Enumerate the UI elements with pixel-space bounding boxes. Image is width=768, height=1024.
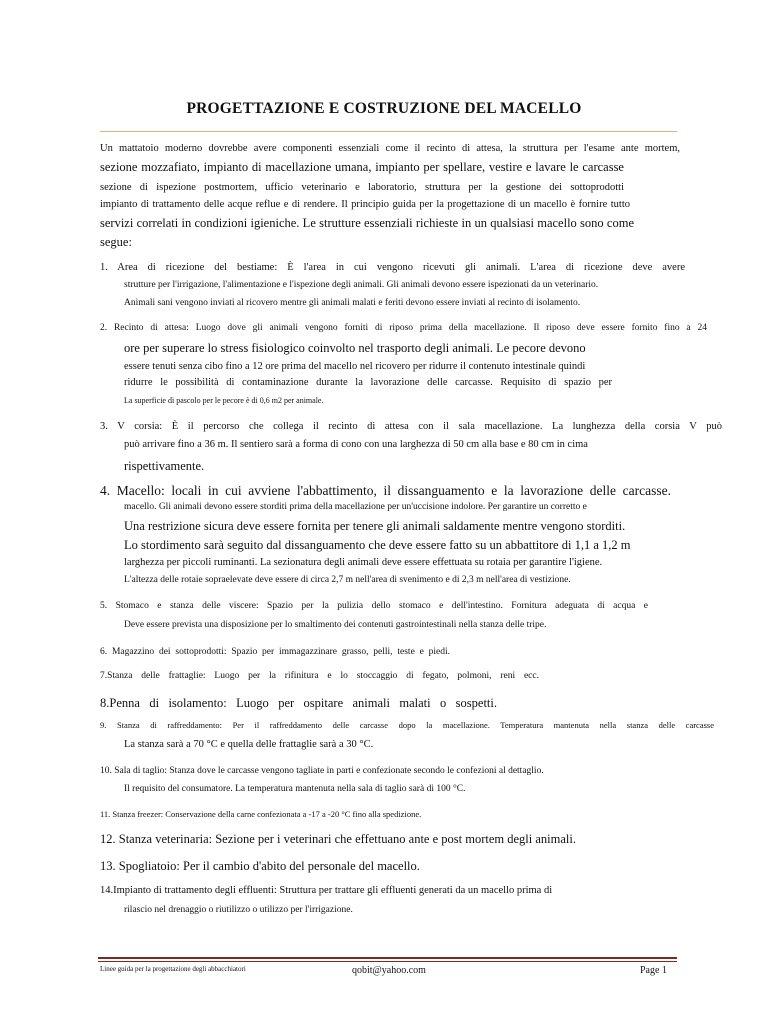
- list-item-line: 12. Stanza veterinaria: Sezione per i veterinari che effettuano ante e post mortem degli animali.: [100, 832, 576, 846]
- list-item-line: 2. Recinto di attesa: Luogo dove gli animali vengono forniti di riposo prima della macellazione. Il riposo deve essere fornito fino a 24: [100, 323, 707, 333]
- list-item-line: 8.Penna di isolamento: Luogo per ospitare animali malati o sospetti.: [100, 696, 497, 710]
- page-title: PROGETTAZIONE E COSTRUZIONE DEL MACELLO: [186, 100, 582, 117]
- list-item-line: La stanza sarà a 70 °C e quella delle frattaglie sarà a 30 °C.: [124, 739, 374, 750]
- list-item-line: 3. V corsia: È il percorso che collega il recinto di attesa con il sala macellazione. La lunghezza della corsia V può: [100, 421, 722, 432]
- list-item-line: 14.Impianto di trattamento degli effluenti: Struttura per trattare gli effluenti generati da un macello prima di: [100, 885, 553, 896]
- list-item-line: 6. Magazzino dei sottoprodotti: Spazio per immagazzinare grasso, pelli, teste e piedi.: [100, 647, 450, 657]
- list-item-line: La superficie di pascolo per le pecore è di 0,6 m2 per animale.: [124, 396, 324, 405]
- intro-line: servizi correlati in condizioni igieniche. Le strutture essenziali richieste in un qualsiasi macello sono come: [100, 216, 634, 230]
- list-item-line: larghezza per piccoli ruminanti. La sezionatura degli animali deve essere effettuata su rotaia per garantire l'igiene.: [124, 557, 603, 568]
- list-item-line: strutture per l'irrigazione, l'alimentazione e l'ispezione degli animali. Gli animali devono essere ispezionati da un veterinario.: [124, 280, 599, 290]
- list-item-line: rispettivamente.: [124, 459, 205, 473]
- list-item-line: 5. Stomaco e stanza delle viscere: Spazio per la pulizia dello stomaco e dell'intestino. Fornitura adeguata di acqua e: [100, 601, 648, 611]
- footer-divider-thin: [98, 961, 677, 962]
- intro-line: sezione mozzafiato, impianto di macellazione umana, impianto per spellare, vestire e lavare le carcasse: [100, 160, 624, 174]
- intro-line: segue:: [100, 235, 132, 249]
- footer-document-title: Linee guida per la progettazione degli abbacchiatori: [100, 965, 246, 973]
- list-item-line: Una restrizione sicura deve essere fornita per tenere gli animali saldamente mentre vengono storditi.: [124, 519, 626, 533]
- list-item-line: 7.Stanza delle frattaglie: Luogo per la rifinitura e lo stoccaggio di fegato, polmoni, reni ecc.: [100, 671, 539, 681]
- list-item-line: 13. Spogliatoio: Per il cambio d'abito del personale del macello.: [100, 859, 420, 873]
- list-item-line: 1. Area di ricezione del bestiame: È l'area in cui vengono ricevuti gli animali. L'area di ricezione deve avere: [100, 262, 685, 273]
- title-divider: [100, 131, 677, 132]
- list-item-line: Deve essere prevista una disposizione per lo smaltimento dei contenuti gastrointestinali nella stanza delle tripe.: [124, 620, 547, 630]
- intro-line: Un mattatoio moderno dovrebbe avere componenti essenziali come il recinto di attesa, la struttura per l'esame ante mortem,: [100, 143, 680, 154]
- list-item-line: 9. Stanza di raffreddamento: Per il raffreddamento delle carcasse dopo la macellazione. Temperatura mantenuta nella stanza delle carcasse: [100, 720, 714, 730]
- list-item-line: 10. Sala di taglio: Stanza dove le carcasse vengono tagliate in parti e confezionate secondo le confezioni al dettaglio.: [100, 766, 544, 776]
- list-item-line: ore per superare lo stress fisiologico coinvolto nel trasporto degli animali. Le pecore devono: [124, 341, 586, 355]
- list-item-line: L'altezza delle rotaie sopraelevate deve essere di circa 2,7 m nell'area di svenimento e di 2,3 m nell'area di vestizione.: [124, 575, 571, 585]
- list-item-line: Lo stordimento sarà seguito dal dissanguamento che deve essere fatto su un abbattitore di 1,1 a 1,2 m: [124, 538, 631, 552]
- list-item-line: Animali sani vengono inviati al ricovero mentre gli animali malati e feriti devono essere inviati al recinto di isolamento.: [124, 298, 581, 308]
- intro-line: impianto di trattamento delle acque reflue e di rendere. Il principio guida per la progettazione di un macello è fornire tutto: [100, 199, 630, 210]
- intro-line: sezione di ispezione postmortem, ufficio veterinario e laboratorio, struttura per la gestione dei sottoprodotti: [100, 182, 624, 193]
- list-item-line: rilascio nel drenaggio o riutilizzo o utilizzo per l'irrigazione.: [124, 905, 353, 915]
- list-item-line: essere tenuti senza cibo fino a 12 ore prima del macello nel ricovero per ridurre il contenuto intestinale quindi: [124, 361, 586, 372]
- list-item-line: Il requisito del consumatore. La temperatura mantenuta nella sala di taglio sarà di 100 °C.: [124, 784, 466, 794]
- list-item-line: ridurre le possibilità di contaminazione durante la lavorazione delle carcasse. Requisito di spazio per: [124, 377, 612, 388]
- list-item-line: macello. Gli animali devono essere storditi prima della macellazione per un'uccisione indolore. Per garantire un corretto e: [124, 502, 587, 512]
- list-item-line: 4. Macello: locali in cui avviene l'abbattimento, il dissanguamento e la lavorazione delle carcasse.: [100, 483, 671, 498]
- page-number: Page 1: [640, 965, 667, 976]
- list-item-line: 11. Stanza freezer: Conservazione della carne confezionata a -17 a -20 °C fino alla spedizione.: [100, 809, 422, 819]
- list-item-line: può arrivare fino a 36 m. Il sentiero sarà a forma di cono con una larghezza di 50 cm alla base e 80 cm in cima: [124, 439, 588, 450]
- footer-email: qobit@yahoo.com: [352, 965, 426, 976]
- footer-divider: [98, 957, 677, 959]
